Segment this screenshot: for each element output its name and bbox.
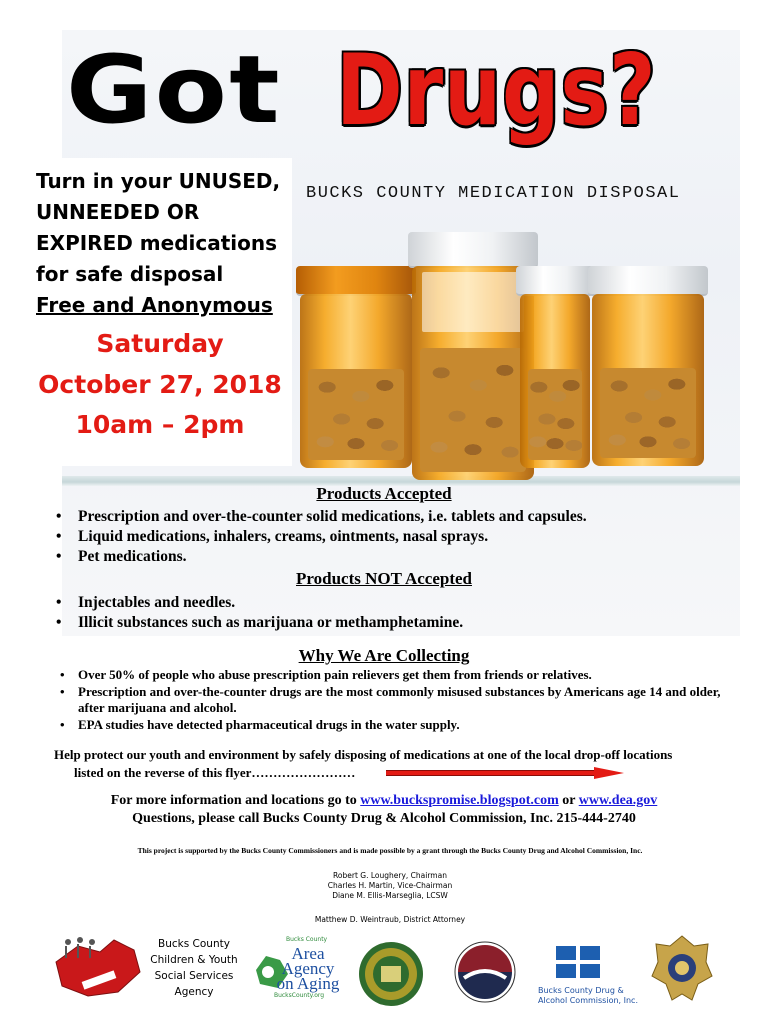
cyss-line: Agency: [174, 986, 214, 998]
buckspromise-link[interactable]: www.buckspromise.blogspot.com: [360, 793, 559, 808]
event-day: Saturday: [96, 329, 224, 358]
dea-seal-logo: [448, 938, 522, 1012]
aging-url: BucksCounty.org: [273, 992, 325, 999]
list-item: • EPA studies have detected pharmaceutical drugs in the water supply.: [60, 717, 730, 734]
turn-in-line: EXPIRED medications: [36, 231, 278, 255]
not-accepted-title: Products NOT Accepted: [296, 569, 472, 588]
event-time: 10am – 2pm: [75, 410, 245, 439]
bcdac-logo-text: Bucks County Drug & Alcohol Commission, Inc.: [538, 986, 638, 1005]
district-attorney: Matthew D. Weintraub, District Attorney: [314, 915, 466, 924]
help-line: listed on the reverse of this flyer……………………: [74, 765, 356, 780]
commissioners: [0, 871, 768, 901]
commissioner: Charles H. Martin, Vice-Chairman: [327, 881, 453, 890]
pill-bottle: [300, 266, 412, 468]
event-info-box: [28, 158, 292, 466]
aging-title: [266, 946, 350, 991]
not-accepted-list: [56, 593, 463, 633]
why-list: [60, 667, 730, 733]
or-text: or: [558, 793, 579, 808]
list-item: • Prescription and over-the-counter solid medications, i.e. tablets and capsules.: [56, 507, 587, 527]
cyss-line: Children & Youth: [150, 954, 238, 966]
free-anonymous: Free and Anonymous: [36, 293, 273, 317]
help-text: [54, 746, 744, 782]
list-item: • Pet medications.: [56, 547, 587, 567]
aging-title-line: on Aging: [276, 974, 340, 993]
commissioner: Diane M. Ellis-Marseglia, LCSW: [332, 891, 448, 900]
bucks-promise-logo: [48, 932, 146, 1004]
arrow-right-icon: [594, 767, 624, 779]
turn-in-text: [36, 166, 292, 290]
accepted-list: [56, 507, 587, 567]
support-note: This project is supported by the Bucks County Commissioners and is made possible by a grant through the Bucks County Drug and Alcohol Commission, Inc.: [137, 846, 643, 855]
aging-title-line: Area Agency: [281, 944, 335, 978]
pill-bottle: [520, 266, 590, 468]
more-info-prefix: For more information and locations go to: [110, 793, 361, 808]
headline-got: Got: [66, 36, 282, 145]
program-title: BUCKS COUNTY MEDICATION DISPOSAL: [306, 184, 681, 203]
detective-badge-logo: [648, 932, 716, 1006]
more-info: [0, 792, 768, 828]
turn-in-line: for safe disposal: [36, 262, 224, 286]
cyss-line: Bucks County: [158, 938, 230, 950]
accepted-title: Products Accepted: [316, 484, 452, 503]
commissioner: Robert G. Loughery, Chairman: [333, 871, 447, 880]
arrow-shaft: [386, 770, 596, 776]
why-title: Why We Are Collecting: [298, 646, 470, 665]
turn-in-line: Turn in your UNUSED,: [36, 169, 281, 193]
cyss-line: Social Services: [154, 970, 234, 982]
questions-line: Questions, please call Bucks County Drug & Alcohol Commission, Inc. 215-444-2740: [132, 811, 636, 826]
list-item: • Prescription and over-the-counter drugs are the most commonly misused substances by Americans age 14 and older, after marijuana and alcohol.: [60, 684, 730, 717]
area-agency-on-aging-logo: [252, 936, 346, 1002]
list-item: • Liquid medications, inhalers, creams, ointments, nasal sprays.: [56, 527, 587, 547]
cyss-logo-text: [148, 936, 240, 1000]
dea-link[interactable]: www.dea.gov: [578, 793, 658, 808]
seal-logo: [356, 940, 426, 1008]
aging-small-text: Bucks County: [286, 936, 328, 943]
list-item: • Illicit substances such as marijuana or methamphetamine.: [56, 613, 463, 633]
list-item: • Injectables and needles.: [56, 593, 463, 613]
list-item: • Over 50% of people who abuse prescription pain relievers get them from friends or relatives.: [60, 667, 730, 684]
turn-in-line: UNNEEDED OR: [36, 200, 200, 224]
bcdac-logo-mark: [554, 942, 604, 982]
headline-drugs: Drugs?: [336, 34, 657, 148]
pill-bottle: [592, 266, 704, 466]
event-date: October 27, 2018: [38, 370, 282, 399]
more-info-line: [0, 792, 768, 810]
help-line: Help protect our youth and environment by safely disposing of medications at one of the local drop-off locations: [54, 747, 673, 762]
